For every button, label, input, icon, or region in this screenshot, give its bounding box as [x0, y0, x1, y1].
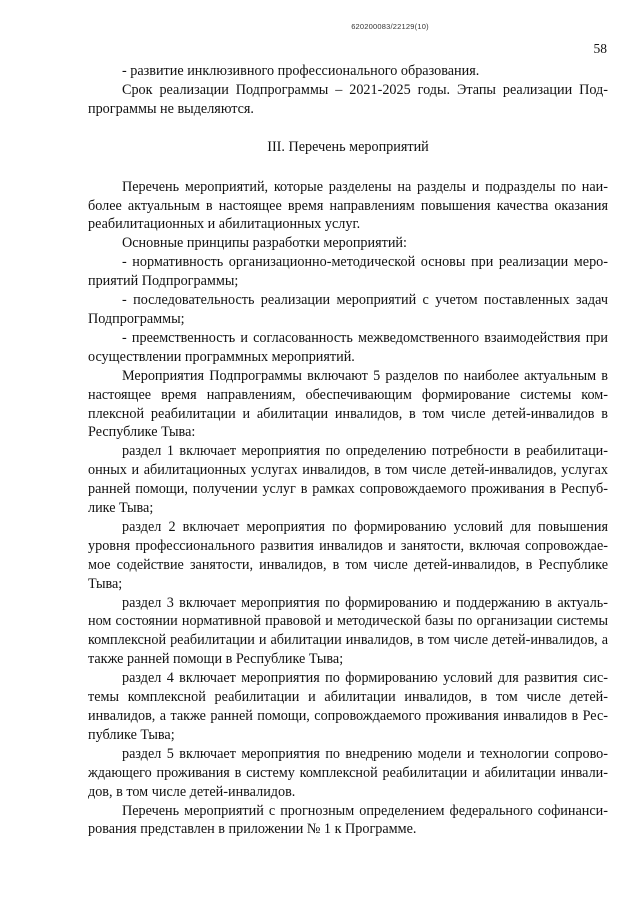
section-paragraph: Мероприятия Подпрограммы включают 5 разделов по наиболее актуальным в настоящее время направлениям, обеспечивающим формирование системы комплексной реабилитации и абилитации инвалидов, в том числе детей-инвалидов в Республике Тыва:: [88, 367, 608, 441]
section-paragraph: раздел 2 включает мероприятия по формированию условий для повышения уровня профессионального развития инвалидов и занятости, включая сопровождаемое содействие занятости, инвалидов, в том числе детей-инвалидов, в Республике Тыва;: [88, 518, 608, 592]
intro-paragraph-2: Срок реализации Подпрограммы – 2021-2025 годы. Этапы реализации Подпрограммы не выделяются.: [88, 81, 608, 117]
section-paragraph: - последовательность реализации мероприятий с учетом поставленных задач Подпрограммы;: [88, 292, 608, 327]
section-heading: III. Перечень мероприятий: [267, 138, 429, 155]
section-paragraph: Основные принципы разработки мероприятий:: [122, 235, 407, 252]
section-paragraph: Перечень мероприятий с прогнозным определением федерального софинансирования представлен в приложении № 1 к Программе.: [88, 802, 608, 838]
section-paragraph: раздел 4 включает мероприятия по формированию условий для развития системы комплексной реабилитации и абилитации инвалидов, в том числе детей-инвалидов, а также ранней помощи, сопровождаемого проживания инвалидов в Республике Тыва;: [88, 670, 608, 743]
section-paragraph: раздел 1 включает мероприятия по определению потребности в реабилитационных и абилитационных услугах инвалидов, в том числе детей-инвалидов, услугах ранней помощи, получении услуг в рамках сопровождаемого проживания в Республике Тыва;: [88, 443, 608, 517]
section-paragraph: - нормативность организационно-методической основы при реализации мероприятий Подпрограммы;: [88, 254, 608, 290]
section-paragraph: раздел 5 включает мероприятия по внедрению модели и технологии сопровождающего проживания в систему комплексной реабилитации и абилитации инвалидов, в том числе детей-инвалидов.: [88, 745, 608, 800]
section-paragraph: Перечень мероприятий, которые разделены на разделы и подразделы по наиболее актуальным в настоящее время направлениям повышения качества оказания реабилитационных и абилитационных услуг.: [88, 178, 608, 233]
document-id: 620200083/22129(10): [351, 22, 429, 31]
page-number: 58: [593, 41, 607, 56]
document-body: [88, 62, 608, 839]
section-paragraph: - преемственность и согласованность межведомственного взаимодействия при осуществлении программных мероприятий.: [88, 329, 608, 365]
intro-paragraph-1: - развитие инклюзивного профессионального образования.: [122, 63, 480, 79]
section-paragraph: раздел 3 включает мероприятия по формированию и поддержанию в актуальном состоянии нормативной правовой и методической базы по организации системы комплексной реабилитации и абилитации инвалидов, в том числе детей-инвалидов, а также ранней помощи в Республике Тыва;: [88, 594, 608, 668]
